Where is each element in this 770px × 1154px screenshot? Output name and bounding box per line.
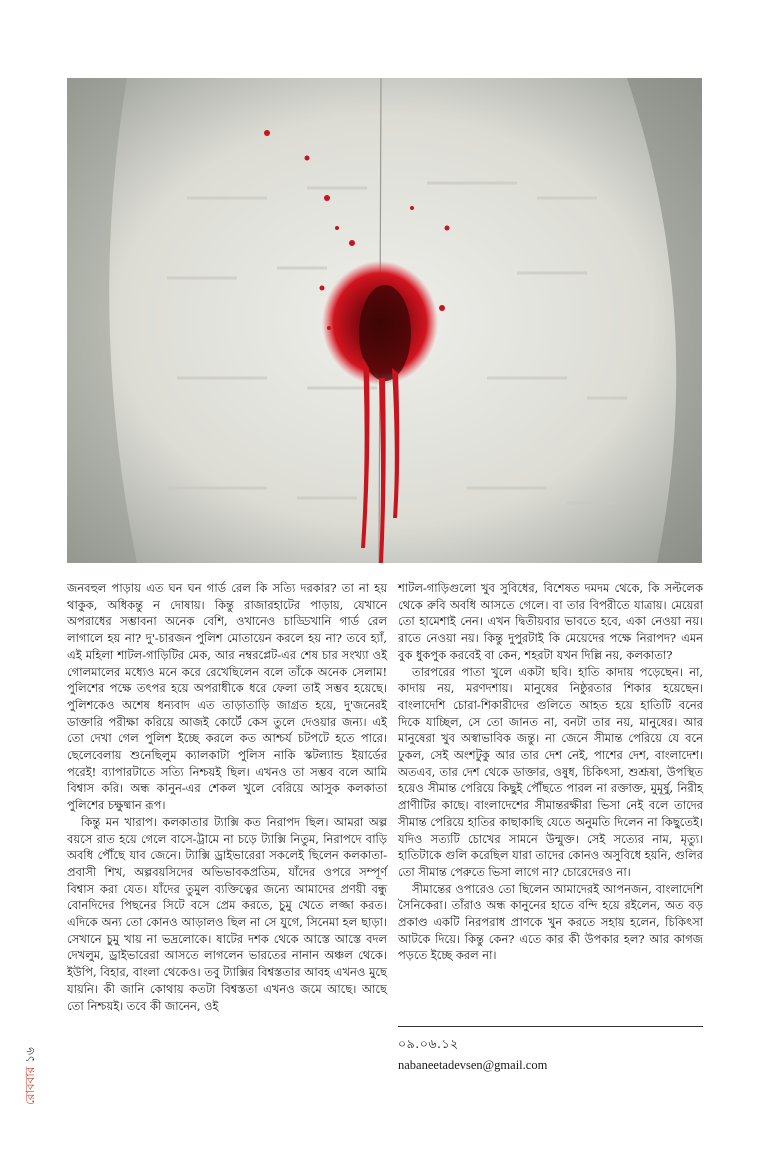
author-email: nabaneetadevsen@gmail.com [398,1058,548,1072]
artwork-canvas [67,78,702,563]
artwork-blood-splatter-painting [67,78,702,563]
paragraph: কিন্তু মন খারাপ। কলকাতার ট্যাক্সি কত নিরাপদ ছিল। আমরা অল্প বয়সে রাত হয়ে গেলে বাসে-ট্রামে না চড়ে ট্যাক্সি নিতুম, নিরাপদে বাড়ি অবধি পৌঁছে যাব জেনে। ট্যাক্সি ড্রাইভারেরা সকলেই ছিলেন কলকাতা-প্রবাসী শিখ, অল্পবয়সিদের অভিভাবকপ্রতিম, যাঁদের ওপরে সম্পূর্ণ বিশ্বাস করা যেত। যাঁদের তুমুল ব্যক্তিত্বের জন্যে আমাদের প্রণয়ী বন্ধু বোনদিদের পিছনের সিটে বসে প্রেম করতে, চুমু খেতে লজ্জা করত। এদিকে অন্য তো কোনও আড়ালও ছিল না সে যুগে, সিনেমা হল ছাড়া। সেখানে চুমু খায় না ভদ্রলোকে। ষাটের দশক থেকে আস্তে আস্তে বদল দেখলুম, ড্রাইভারেরা আসতে লাগলেন ভারতের নানান অঞ্চল থেকে। ইউপি, বিহার, বাংলা থেকেও। তবু ট্যাক্সির বিশ্বস্ততার আবহ এখনও মুছে যায়নি। কী জানি কোথায় কতটা বিশ্বস্ততা এখনও জমে আছে। আছে তো নিশ্চয়ই। তবে কী জানেন, ওই [67,814,387,1013]
paragraph: সীমান্তের ওপারেও তো ছিলেন আমাদেরই আপনজন, বাংলাদেশি সৈনিকেরা। তাঁরাও অন্ধ কানুনের হাতে বন্দি হয়ে রইলেন, অত বড় প্রকাণ্ড একটি নিরপরাধ প্রাণকে খুন করতে সহায় হলেন, চিকিৎসা আটকে দিয়ে। কিন্তু কেন? এতে কার কী উপকার হল? আর কাগজ পড়তে ইচ্ছে করল না। [398,881,703,963]
article-column-left [67,580,387,1014]
article-column-right [398,580,703,964]
page-folio [22,1047,42,1105]
paragraph: জনবহুল পাড়ায় এত ঘন ঘন গার্ড রেল কি সত্যি দরকার? তা না হয় থাকুক, অধিকন্তু ন দোষায়। কিন্তু রাজারহাটের পাড়ায়, যেখানে অপরাধের সম্ভাবনা অনেক বেশি, ওখানেও চাড্ডিখানি গার্ড রেল লাগালে হয় না? দু'-চারজন পুলিশ মোতায়েন করলে হয় না? তবে হ্যাঁ, এই মহিলা শাটল-গাড়িটির মেক, আর নম্বরপ্লেট-এর শেষ চার সংখ্যা ওই গোলমালের মধ্যেও মনে করে রেখেছিলেন বলে তাঁকে অনেক সেলাম! পুলিশের পক্ষে তৎপর হয়ে অপরাধীকে ধরে ফেলা তাই সম্ভব হয়েছে। পুলিশকেও অশেষ ধন্যবাদ এত তাড়াতাড়ি জাগ্রত হয়ে, দু'জনেরই ডাক্তারি পরীক্ষা করিয়ে আজই কোর্টে কেস তুলে দেওয়ার জন্য। এই তো দেখা গেল পুলিশ ইচ্ছে করলে কত আশ্চর্য চটপটে হতে পারে। ছেলেবেলায় শুনেছিলুম ক্যালকাটা পুলিস নাকি স্কটল্যান্ড ইয়ার্ডের পরেই! ব্যাপারটাতে সত্যি নিশ্চয়ই ছিল। এখনও তা সম্ভব বলে আমি বিশ্বাস করি। অন্ধ কানুন-এর শেকল খুলে বেরিয়ে আসুক কলকাতা পুলিশের চক্ষুষ্মান রূপ। [67,581,387,813]
paragraph: তারপরের পাতা খুলে একটা ছবি। হাতি কাদায় পড়েছেন। না, কাদায় নয়, মরণদশায়। মানুষের নিষ্ঠুরতার শিকার হয়েছেন। বাংলাদেশি চোরা-শিকারীদের গুলিতে আহত হয়ে হাতিটি বনের দিকে যাচ্ছিল, সে তো জানত না, বনটা তার নয়, মানুষের। আর মানুষেরা খুব অস্বাভাবিক জন্তু। না জেনে সীমান্ত পেরিয়ে যে বনে ঢুকল, সেই অংশটুকু আর তার দেশ নেই, পাশের দেশ, বাংলাদেশ। অতএব, তার দেশ থেকে ডাক্তার, ওষুধ, চিকিৎসা, শুশ্রূষা, উপস্থিত হয়েও সীমান্ত পেরিয়ে কিছুই পৌঁছতে পারল না রক্তাক্ত, মুমূর্ষু, নিরীহ প্রাণীটির কাছে। বাংলাদেশের সীমান্তরক্ষীরা ভিসা নেই বলে তাদের সীমান্ত পেরিয়ে হাতির কাছাকাছি যেতে অনুমতি দিলেন না কিছুতেই। যদিও সত্যটি চোখের সামনে উন্মুক্ত। সেই সত্যের নাম, মৃত্যু। হাতিটাকে গুলি করেছিল যারা তাদের কোনও অসুবিধে হয়নি, গুলির তো সীমান্ত পেরুতে ভিসা লাগে না? চোরেদেরও না। [398,664,703,879]
page-number: ১৬ [23,1047,37,1063]
paragraph: শাটল-গাড়িগুলো খুব সুবিধের, বিশেষত দমদম থেকে, কি সল্টলেক থেকে রুবি অবধি আসতে গেলে। বা তার বিপরীতে যাত্রায়। মেয়েরা তো হামেশাই নেন। এখন দ্বিতীয়বার ভাবতে হবে, একা নেওয়া নয়। রাতে নেওয়া নয়। কিন্তু দুপুরটাই কি মেয়েদের পক্ষে নিরাপদ? এমন বুক ধুকপুক করবেই বা কেন, শহরটা যখন দিল্লি নয়, কলকাতা? [398,581,703,662]
article-date: ০৯.০৬.১২ [398,1036,459,1051]
signature-divider [398,1026,703,1027]
magazine-name: রোববার [23,1066,37,1105]
